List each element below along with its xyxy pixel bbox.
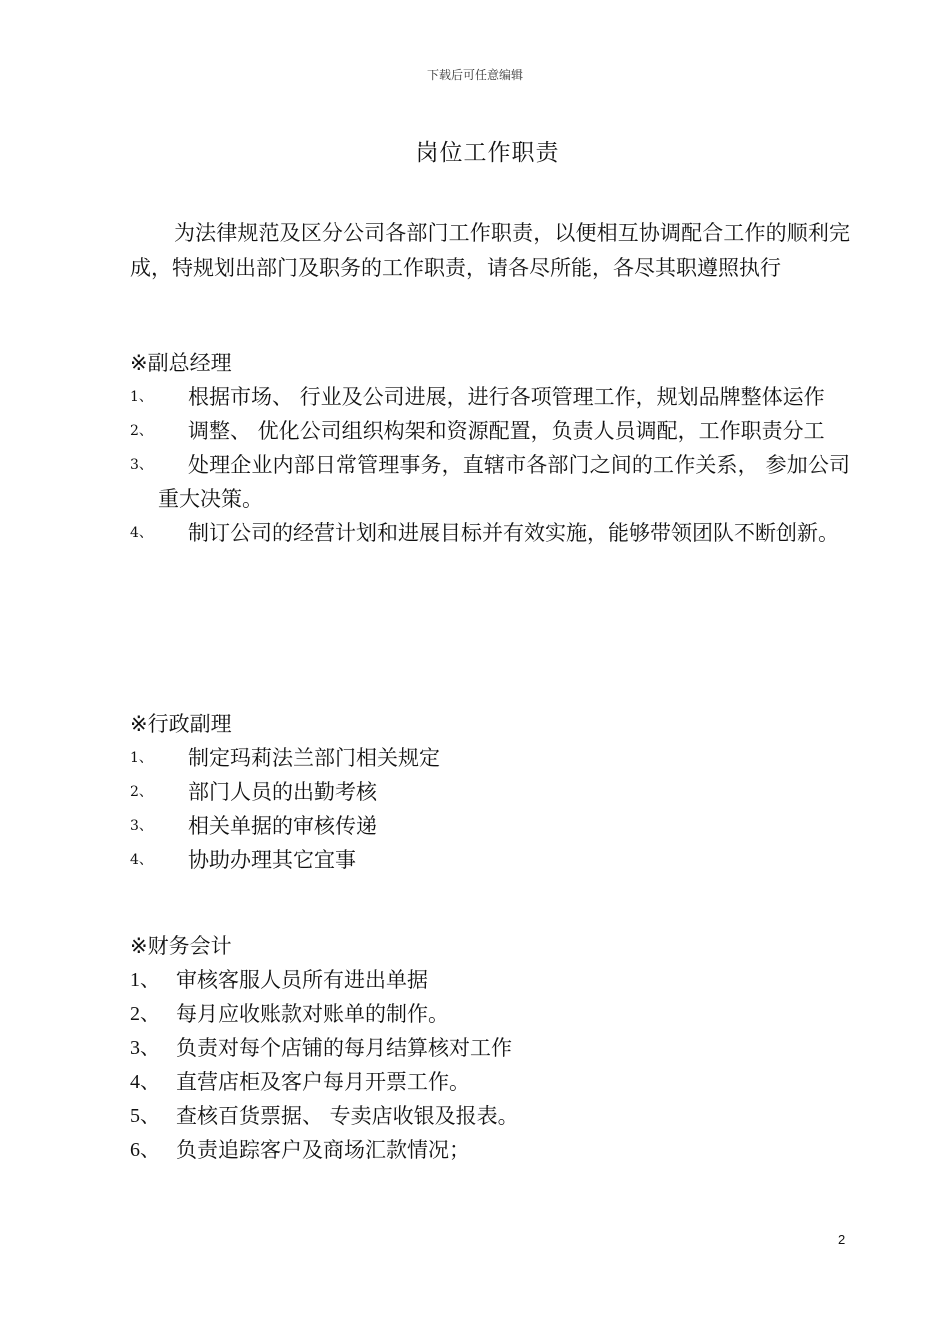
section-heading: ※财务会计 [130, 934, 232, 958]
duty-list [130, 380, 850, 550]
list-item [130, 380, 850, 414]
list-item [130, 843, 850, 877]
item-text: 查核百货票据、 专卖店收银及报表。 [176, 1104, 519, 1128]
section-heading: ※行政副理 [130, 712, 232, 736]
item-text: 负责对每个店铺的每月结算核对工作 [176, 1036, 512, 1060]
item-text: 协助办理其它宜事 [188, 848, 356, 872]
item-number: 2、 [130, 1003, 160, 1025]
item-number: 3、 [130, 818, 153, 834]
list-item [130, 775, 850, 809]
list-item [130, 1031, 850, 1065]
item-text: 每月应收账款对账单的制作。 [176, 1002, 449, 1026]
page-number: 2 [838, 1232, 846, 1247]
list-item [130, 1133, 850, 1167]
section-administrative-deputy-manager [130, 707, 850, 877]
item-number: 1、 [130, 750, 153, 766]
item-text: 制订公司的经营计划和进展目标并有效实施，能够带领团队不断创新。 [188, 521, 839, 545]
page-title: 岗位工作职责 [415, 140, 560, 166]
item-number: 4、 [130, 852, 153, 868]
item-number: 3、 [130, 457, 153, 473]
list-item [130, 741, 850, 775]
item-number: 4、 [130, 1071, 160, 1093]
duty-list [130, 741, 850, 877]
header-note: 下载后可任意编辑 [426, 68, 523, 82]
item-text: 负责追踪客户及商场汇款情况； [176, 1138, 470, 1162]
item-text: 相关单据的审核传递 [188, 814, 377, 838]
list-item [130, 448, 850, 516]
list-item [130, 997, 850, 1031]
item-text: 制定玛莉法兰部门相关规定 [188, 746, 440, 770]
item-number: 1、 [130, 389, 153, 405]
section-vice-general-manager [130, 346, 850, 550]
section-finance-accounting [130, 929, 850, 1167]
item-number: 5、 [130, 1105, 160, 1127]
list-item [130, 809, 850, 843]
item-number: 3、 [130, 1037, 160, 1059]
intro-paragraph: 为法律规范及区分公司各部门工作职责，以便相互协调配合工作的顺利完成，特规划出部门及职务的工作职责，请各尽所能，各尽其职遵照执行 [130, 221, 850, 280]
item-number: 6、 [130, 1139, 160, 1161]
item-text: 处理企业内部日常管理事务，直辖市各部门之间的工作关系， 参加公司重大决策。 [158, 453, 850, 511]
duty-list [130, 963, 850, 1167]
section-heading: ※副总经理 [130, 351, 232, 375]
item-number: 2、 [130, 423, 153, 439]
item-text: 根据市场、 行业及公司进展，进行各项管理工作，规划品牌整体运作 [188, 385, 825, 409]
item-text: 部门人员的出勤考核 [188, 780, 377, 804]
list-item [130, 1099, 850, 1133]
list-item [130, 1065, 850, 1099]
list-item [130, 516, 850, 550]
item-number: 4、 [130, 525, 153, 541]
item-number: 2、 [130, 784, 153, 800]
list-item [130, 414, 850, 448]
item-text: 直营店柜及客户每月开票工作。 [176, 1070, 470, 1094]
item-number: 1、 [130, 969, 160, 991]
item-text: 审核客服人员所有进出单据 [176, 968, 428, 992]
list-item [130, 963, 850, 997]
item-text: 调整、 优化公司组织构架和资源配置，负责人员调配，工作职责分工 [188, 419, 825, 443]
